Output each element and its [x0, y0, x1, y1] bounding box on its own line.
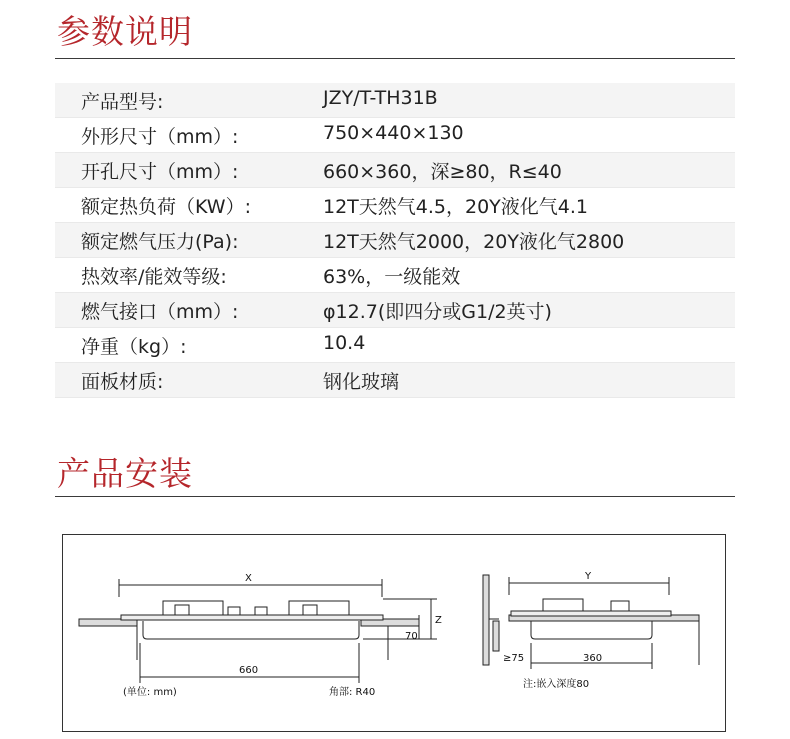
glass-panel [121, 615, 383, 620]
spec-row [55, 223, 735, 258]
burner-left-cap [175, 605, 189, 615]
spec-row [55, 188, 735, 223]
spec-row [55, 293, 735, 328]
depth-note: 注:嵌入深度80 [523, 679, 590, 690]
spec-value: 750×440×130 [323, 122, 464, 144]
spec-label: 净重（kg）: [81, 336, 187, 358]
z-label: Z [435, 615, 442, 626]
spec-row [55, 83, 735, 118]
params-section-title: 参数说明 [57, 12, 193, 51]
side-burner-2 [611, 601, 629, 611]
corner-note: 角部: R40 [329, 687, 376, 698]
side-burner [543, 599, 583, 611]
install-section-title: 产品安装 [57, 454, 193, 493]
spec-value: 12T天然气2000，20Y液化气2800 [323, 231, 625, 253]
side-stove-body [531, 621, 652, 639]
spec-value: φ12.7(即四分或G1/2英寸) [323, 301, 552, 323]
gap-label: ≥75 [503, 653, 525, 664]
spec-value: 10.4 [323, 332, 366, 354]
burner-right-cap [303, 605, 317, 615]
y-label: Y [585, 571, 592, 582]
knob-right [255, 607, 267, 615]
spec-label: 额定热负荷（KW）: [81, 196, 251, 218]
install-title-rule [55, 496, 735, 497]
knob-left [228, 607, 240, 615]
spec-table [55, 83, 735, 398]
gas-pipe [493, 621, 499, 651]
side-glass-panel [511, 611, 671, 616]
burner-left [163, 601, 223, 615]
side-width-label: 360 [583, 653, 603, 664]
spec-row [55, 363, 735, 398]
spec-value: 钢化玻璃 [323, 371, 400, 393]
spec-label: 外形尺寸（mm）: [81, 126, 239, 148]
height-label: 70 [405, 631, 418, 642]
spec-label: 燃气接口（mm）: [81, 301, 239, 323]
spec-label: 面板材质: [81, 371, 164, 393]
spec-value: 660×360，深≥80，R≤40 [323, 161, 562, 183]
width-label: 660 [239, 665, 259, 676]
spec-value: 12T天然气4.5，20Y液化气4.1 [323, 196, 588, 218]
params-title-rule [55, 58, 735, 59]
wall [483, 575, 489, 665]
unit-note: (单位: mm) [123, 687, 177, 698]
stove-body [143, 621, 359, 639]
x-label: X [245, 573, 252, 584]
spec-value: 63%，一级能效 [323, 266, 461, 288]
installation-diagram [62, 534, 726, 732]
spec-value: JZY/T-TH31B [323, 87, 438, 109]
burner-right [289, 601, 349, 615]
spec-row [55, 118, 735, 153]
spec-row [55, 153, 735, 188]
spec-label: 热效率/能效等级: [81, 266, 227, 288]
installation-diagram-svg [63, 535, 725, 731]
spec-label: 产品型号: [81, 91, 164, 113]
spec-row [55, 258, 735, 293]
spec-label: 额定燃气压力(Pa): [81, 231, 239, 253]
spec-row [55, 328, 735, 363]
spec-label: 开孔尺寸（mm）: [81, 161, 239, 183]
